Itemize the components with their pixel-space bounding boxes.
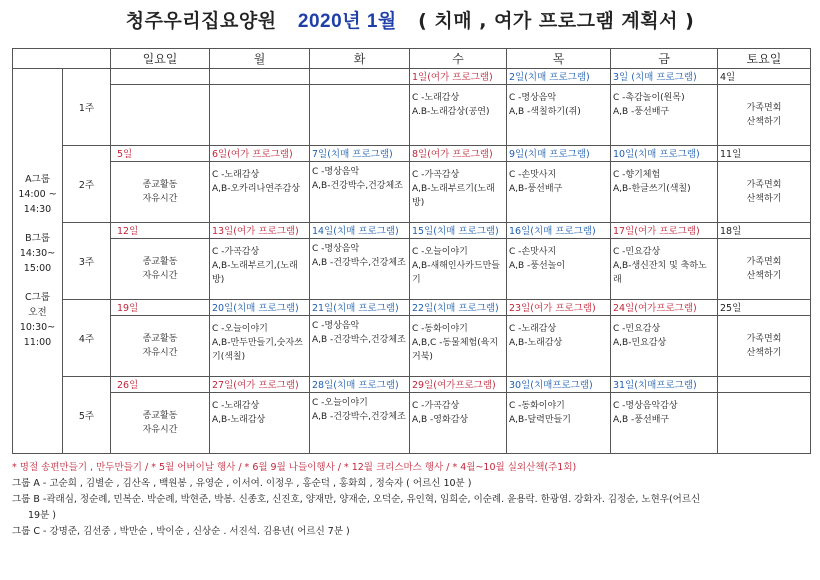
program-line: 산책하기 (746, 194, 782, 204)
program-line: 자유시간 (142, 348, 178, 358)
program-line: C -동화이야기 (509, 401, 565, 411)
program-cell (310, 316, 410, 377)
date-cell: 21일(치매 프로그램) (310, 300, 410, 316)
day-header: 목 (507, 49, 611, 69)
program-cell (410, 85, 507, 146)
date-cell: 2일(치매 프로그램) (507, 69, 611, 85)
date-cell: 28일(치매 프로그램) (310, 377, 410, 393)
program-line: A,B-노래부르기,(노래방) (212, 261, 298, 285)
program-line: C -명상음악 (312, 244, 360, 254)
notes-section (12, 460, 812, 540)
program-line: C -명상음악 (312, 167, 360, 177)
day-header: 일요일 (111, 49, 210, 69)
date-cell: 31일(치매프로그램) (611, 377, 718, 393)
program-cell (210, 239, 310, 300)
program-line: 가족면회 (746, 180, 782, 190)
date-cell: 15일(치매 프로그램) (410, 223, 507, 239)
program-cell (310, 162, 410, 223)
program-line: A,B-노래부르기(노래방) (412, 184, 495, 208)
day-header: 금 (611, 49, 718, 69)
sunday-cell (111, 162, 210, 223)
program-line: C -노래감상 (509, 324, 557, 334)
date-cell: 14일(치매 프로그램) (310, 223, 410, 239)
program-cell (410, 239, 507, 300)
program-line: A,B-오카리나연주감상 (212, 184, 300, 194)
program-line: A,B-한글쓰기(색칠) (613, 184, 691, 194)
date-row (13, 377, 811, 393)
notes-events: * 명절 송편만들기 , 만두만들기 / * 5월 어버이날 행사 / * 6월 9월 나들이행사 / * 12월 크리스마스 행사 / * 4월~10월 실외산책(주1회) (12, 462, 577, 473)
program-line: A.B-노래감상(공연) (412, 107, 490, 117)
notes-group-b: 그룹 B -곽래심, 정순례, 민복순. 박순례, 박현준, 박봉. 신종호, 신진호, 양재만, 양재순, 오덕순, 유인혁, 임희순, 이순례. 윤용락. 한광염. 강화자. 김정순, 노현우(어르신 (12, 494, 701, 505)
group-b-time: 14:30~ 15:00 (19, 248, 56, 274)
date-cell: 3일 (치매 프로그램) (611, 69, 718, 85)
saturday-cell (718, 85, 811, 146)
program-line: 자유시간 (142, 194, 178, 204)
program-cell (611, 393, 718, 454)
date-cell: 6일(여가 프로그램) (210, 146, 310, 162)
group-a-time: 14:00 ~ 14:30 (18, 189, 57, 215)
group-c-time: 오전 10:30~ 11:00 (19, 307, 56, 348)
date-cell: 10일(치매 프로그램) (611, 146, 718, 162)
program-line: C -명상음악 (509, 93, 557, 103)
program-line: 가족면회 (746, 257, 782, 267)
corner-cell (13, 49, 111, 69)
program-line: 자유시간 (142, 425, 178, 435)
program-line: C -향기체험 (613, 170, 661, 180)
program-line: C -노래감상 (212, 401, 260, 411)
program-line: A,B-만두만들기,숫자쓰기(색칠) (212, 338, 303, 362)
date-cell: 8일(여가 프로그램) (410, 146, 507, 162)
date-cell: 25일 (718, 300, 811, 316)
title-subject: ( 치매 , 여가 프로그램 계획서 ) (418, 10, 695, 32)
program-line: A,B -영화감상 (412, 415, 469, 425)
program-cell (611, 162, 718, 223)
sunday-cell (111, 239, 210, 300)
week-label: 3주 (63, 223, 111, 300)
program-line: A,B-노래감상 (509, 338, 563, 348)
notes-group-b-cont: 19분 ) (28, 510, 56, 521)
program-line: 종교활동 (142, 257, 178, 267)
program-line: 산책하기 (746, 348, 782, 358)
date-cell: 5일 (111, 146, 210, 162)
saturday-cell (718, 316, 811, 377)
program-line: C -오늘이야기 (212, 324, 268, 334)
program-line: C -오늘이야기 (412, 247, 468, 257)
date-row (13, 69, 811, 85)
program-line: C -손맛사지 (509, 170, 557, 180)
program-line: A,B -건강박수,건강체조 (312, 412, 406, 422)
saturday-cell (718, 162, 811, 223)
program-line: C -노래감상 (412, 93, 460, 103)
program-cell (410, 316, 507, 377)
program-line: C -민요감상 (613, 247, 661, 257)
program-cell (611, 85, 718, 146)
date-cell: 27일(여가 프로그램) (210, 377, 310, 393)
day-header: 토요일 (718, 49, 811, 69)
program-line: A,B-달력만들기 (509, 415, 571, 425)
program-cell (210, 85, 310, 146)
date-cell: 11일 (718, 146, 811, 162)
date-cell: 12일 (111, 223, 210, 239)
program-line: 종교활동 (142, 334, 178, 344)
date-cell: 22일(치매 프로그램) (410, 300, 507, 316)
content-row (13, 316, 811, 377)
program-line: C -촉감놀이(원목) (613, 93, 685, 103)
sunday-cell (111, 85, 210, 146)
date-cell (310, 69, 410, 85)
week-label: 4주 (63, 300, 111, 377)
content-row (13, 85, 811, 146)
week-label: 5주 (63, 377, 111, 454)
sunday-cell (111, 393, 210, 454)
title-org: 청주우리집요양원 (125, 10, 277, 32)
date-cell: 13일(여가 프로그램) (210, 223, 310, 239)
date-cell: 20일(치매 프로그램) (210, 300, 310, 316)
group-c-label: C그룹 (25, 292, 50, 303)
program-cell (210, 162, 310, 223)
date-cell (718, 377, 811, 393)
date-row (13, 223, 811, 239)
program-line: C -가곡감상 (412, 170, 460, 180)
program-line: 산책하기 (746, 117, 782, 127)
date-row (13, 146, 811, 162)
date-row (13, 300, 811, 316)
program-line: C -노래감상 (212, 170, 260, 180)
saturday-cell (718, 239, 811, 300)
program-line: A,B-생신잔치 및 축하노래 (613, 261, 707, 285)
program-cell (410, 393, 507, 454)
date-cell: 19일 (111, 300, 210, 316)
program-cell (507, 316, 611, 377)
date-cell: 30일(치매프로그램) (507, 377, 611, 393)
program-cell (310, 85, 410, 146)
day-header: 월 (210, 49, 310, 69)
saturday-cell (718, 393, 811, 454)
page-title (0, 6, 820, 33)
date-cell: 24일(여가프로그램) (611, 300, 718, 316)
notes-group-a: 그룹 A - 고순희 , 김별순 , 김산옥 , 백원봉 , 유영순 , 이서여. 이정우 , 홍순덕 , 홍화희 , 정숙자 ( 어르신 10분 ) (12, 478, 472, 489)
program-line: 종교활동 (142, 180, 178, 190)
date-cell: 4일 (718, 69, 811, 85)
program-line: A,B -건강박수,건강체조 (312, 335, 406, 345)
program-cell (210, 316, 310, 377)
program-line: C -민요감상 (613, 324, 661, 334)
date-cell: 9일(치매 프로그램) (507, 146, 611, 162)
program-line: A,B-새해인사카드만들기 (412, 261, 500, 285)
date-cell (111, 69, 210, 85)
program-cell (507, 239, 611, 300)
program-line: 가족면회 (746, 103, 782, 113)
date-cell: 29일(여가프로그램) (410, 377, 507, 393)
title-period: 2020년 1월 (297, 11, 397, 32)
program-line: C -가곡감상 (412, 401, 460, 411)
program-line: A,B -건강박수,건강체조 (312, 258, 406, 268)
date-cell: 18일 (718, 223, 811, 239)
date-cell: 7일(치매 프로그램) (310, 146, 410, 162)
schedule-table (12, 48, 811, 454)
program-line: A,B-풍선배구 (509, 184, 563, 194)
day-header: 화 (310, 49, 410, 69)
program-line: C -명상음악감상 (613, 401, 678, 411)
program-line: A,B-건강박수,건강체조 (312, 181, 403, 191)
program-line: C -오늘이야기 (312, 398, 368, 408)
date-cell: 1일(여가 프로그램) (410, 69, 507, 85)
program-line: 자유시간 (142, 271, 178, 281)
content-row (13, 239, 811, 300)
notes-group-c: 그룹 C - 강명준, 김선중 , 박만순 , 박이순 , 신상순 . 서진석. 김용년( 어르신 7분 ) (12, 526, 350, 537)
content-row (13, 393, 811, 454)
program-line: C -명상음악 (312, 321, 360, 331)
program-cell (410, 162, 507, 223)
header-row (13, 49, 811, 69)
date-cell: 17일(여가 프로그램) (611, 223, 718, 239)
day-header: 수 (410, 49, 507, 69)
program-line: A,B-민요감상 (613, 338, 667, 348)
program-line: C -동화이야기 (412, 324, 468, 334)
program-cell (611, 239, 718, 300)
program-cell (210, 393, 310, 454)
program-line: A,B -풍선배구 (613, 107, 670, 117)
program-cell (310, 239, 410, 300)
date-cell (210, 69, 310, 85)
week-label: 2주 (63, 146, 111, 223)
program-line: A,B -풍선놀이 (509, 261, 566, 271)
group-times (13, 69, 63, 454)
date-cell: 26일 (111, 377, 210, 393)
program-cell (611, 316, 718, 377)
program-line: A,B,C -동물체험(육지거북) (412, 338, 499, 362)
program-cell (310, 393, 410, 454)
program-line: A,B -색칠하기(쥐) (509, 107, 581, 117)
program-line: C -가곡감상 (212, 247, 260, 257)
sunday-cell (111, 316, 210, 377)
week-label: 1주 (63, 69, 111, 146)
program-cell (507, 393, 611, 454)
program-line: 산책하기 (746, 271, 782, 281)
program-line: 가족면회 (746, 334, 782, 344)
date-cell: 16일(치매 프로그램) (507, 223, 611, 239)
content-row (13, 162, 811, 223)
program-line: A,B -풍선배구 (613, 415, 670, 425)
group-b-label: B그룹 (25, 233, 50, 244)
spacer (15, 276, 60, 290)
program-line: A,B-노래감상 (212, 415, 266, 425)
group-a-label: A그룹 (25, 174, 50, 185)
program-line: 종교활동 (142, 411, 178, 421)
program-line: C -손맛사지 (509, 247, 557, 257)
spacer (15, 217, 60, 231)
program-cell (507, 162, 611, 223)
program-cell (507, 85, 611, 146)
date-cell: 23일(여가 프로그램) (507, 300, 611, 316)
